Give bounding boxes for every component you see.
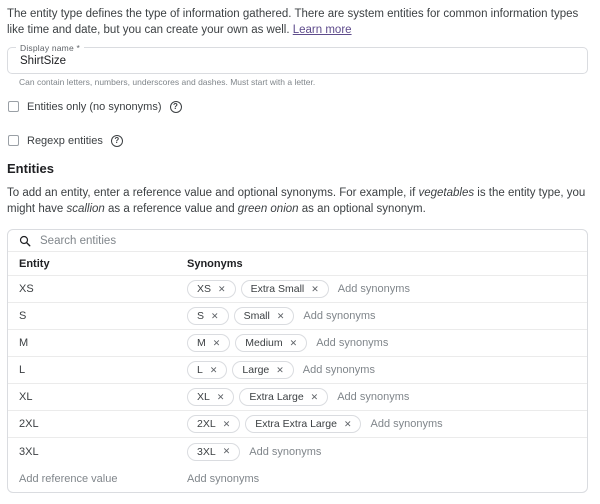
table-row — [8, 357, 587, 384]
regexp-entities-option — [7, 134, 593, 147]
chip-close-icon[interactable]: ✕ — [211, 310, 219, 321]
synonym-chip-label: 3XL — [197, 445, 216, 458]
synonym-chip — [187, 415, 240, 433]
add-synonyms-input[interactable]: Add synonyms — [370, 418, 443, 430]
column-header-entity: Entity — [19, 257, 50, 270]
table-row — [8, 276, 587, 303]
add-entity-row — [8, 465, 587, 492]
synonym-chip-label: XS — [197, 283, 212, 295]
description-segment-italic: scallion — [66, 203, 105, 215]
description-segment-italic: vegetables — [418, 187, 475, 199]
synonym-chip — [187, 361, 227, 379]
table-row — [8, 330, 587, 357]
chip-close-icon[interactable]: ✕ — [311, 283, 319, 294]
display-name-field[interactable] — [7, 43, 588, 74]
synonym-chip — [187, 334, 230, 352]
add-synonyms-input[interactable]: Add synonyms — [337, 283, 410, 295]
column-header-synonyms: Synonyms — [187, 257, 243, 270]
table-row — [8, 411, 587, 438]
chip-close-icon[interactable]: ✕ — [216, 391, 225, 402]
synonyms-cell — [187, 334, 587, 352]
synonyms-cell — [187, 361, 587, 379]
entity-value[interactable]: L — [19, 364, 26, 376]
synonym-chip-label: S — [197, 310, 205, 322]
search-input[interactable]: Search entities — [40, 234, 117, 247]
synonyms-cell — [187, 415, 587, 433]
synonym-chip-label: 2XL — [197, 418, 216, 430]
synonym-chip — [187, 307, 229, 325]
chip-close-icon[interactable]: ✕ — [343, 418, 352, 429]
synonym-chip-label: L — [197, 364, 203, 376]
entity-table-body — [8, 276, 587, 465]
entities-only-checkbox[interactable] — [8, 101, 19, 112]
synonym-chip — [245, 415, 361, 433]
synonym-chip — [239, 388, 328, 406]
synonym-chip-label: Extra Small — [250, 283, 305, 295]
table-row — [8, 303, 587, 330]
entity-value[interactable]: 2XL — [19, 418, 39, 430]
synonym-chip-label: M — [197, 337, 206, 349]
help-icon[interactable]: ? — [170, 101, 182, 113]
add-synonyms-input[interactable]: Add synonyms — [302, 364, 375, 376]
chip-close-icon[interactable]: ✕ — [209, 364, 218, 375]
entities-only-label: Entities only (no synonyms) — [27, 100, 162, 113]
regexp-entities-label: Regexp entities — [27, 134, 103, 147]
synonym-chip-label: Extra Extra Large — [255, 418, 337, 430]
chip-close-icon[interactable]: ✕ — [212, 337, 221, 348]
chip-close-icon[interactable]: ✕ — [276, 364, 284, 375]
learn-more-link[interactable]: Learn more — [292, 24, 352, 36]
synonym-chip-label: XL — [197, 391, 210, 403]
description-segment: as an optional synonym. — [298, 203, 426, 215]
synonym-chip-label: Extra Large — [249, 391, 304, 403]
synonyms-cell — [187, 388, 587, 406]
display-name-value[interactable]: ShirtSize — [20, 55, 67, 67]
synonym-chip — [235, 334, 307, 352]
chip-close-icon[interactable]: ✕ — [222, 418, 231, 429]
search-bar[interactable] — [8, 230, 587, 252]
add-synonyms-input[interactable]: Add synonyms — [187, 472, 260, 485]
synonym-chip — [234, 307, 295, 325]
synonym-chip — [241, 280, 329, 298]
description-segment: as a reference value and — [104, 203, 238, 215]
description-segment-italic: green onion — [237, 203, 299, 215]
synonym-chip-label: Small — [243, 310, 270, 322]
synonym-chip — [187, 280, 236, 298]
table-row — [8, 384, 587, 411]
help-icon[interactable]: ? — [111, 135, 123, 147]
chip-close-icon[interactable]: ✕ — [222, 446, 231, 456]
synonym-chip — [187, 388, 234, 406]
synonym-chip-label: Medium — [245, 337, 283, 349]
entity-value[interactable]: 3XL — [19, 445, 39, 458]
add-synonyms-input[interactable]: Add synonyms — [316, 337, 389, 349]
entity-value[interactable]: M — [19, 337, 29, 349]
regexp-entities-checkbox[interactable] — [8, 135, 19, 146]
entities-description — [7, 185, 595, 217]
table-row — [8, 438, 587, 465]
add-synonyms-input[interactable]: Add synonyms — [249, 445, 322, 458]
chip-close-icon[interactable]: ✕ — [289, 337, 298, 348]
synonyms-cell — [187, 280, 587, 298]
display-name-label: Display name * — [16, 43, 84, 53]
search-icon — [19, 235, 31, 247]
entity-value[interactable]: XS — [19, 283, 34, 295]
description-segment: To add an entity, enter a reference value and optional synonyms. For example, if — [7, 187, 419, 199]
chip-close-icon[interactable]: ✕ — [218, 283, 226, 294]
synonym-chip — [232, 361, 293, 379]
add-reference-value-input[interactable]: Add reference value — [19, 472, 118, 485]
intro-text — [7, 6, 595, 38]
entities-only-option — [7, 100, 593, 113]
synonym-chip — [187, 443, 240, 461]
add-synonyms-input[interactable]: Add synonyms — [337, 391, 410, 403]
intro-text-body: The entity type defines the type of information gathered. There are system entities for common information types like time and date, but you can create your own as well. — [7, 8, 579, 36]
table-header — [8, 252, 587, 276]
chip-close-icon[interactable]: ✕ — [276, 310, 285, 321]
entity-value[interactable]: S — [19, 310, 27, 322]
display-name-helper: Can contain letters, numbers, underscores and dashes. Must start with a letter. — [19, 77, 316, 87]
add-synonyms-input[interactable]: Add synonyms — [303, 310, 376, 322]
entities-table — [7, 229, 588, 493]
description-segment: is the entity type, you might have — [7, 187, 586, 215]
synonym-chip-label: Large — [242, 364, 270, 376]
synonyms-cell — [187, 443, 587, 461]
synonyms-cell — [187, 307, 587, 325]
chip-close-icon[interactable]: ✕ — [310, 391, 319, 402]
entity-value[interactable]: XL — [19, 391, 33, 403]
entities-heading: Entities — [7, 161, 54, 176]
